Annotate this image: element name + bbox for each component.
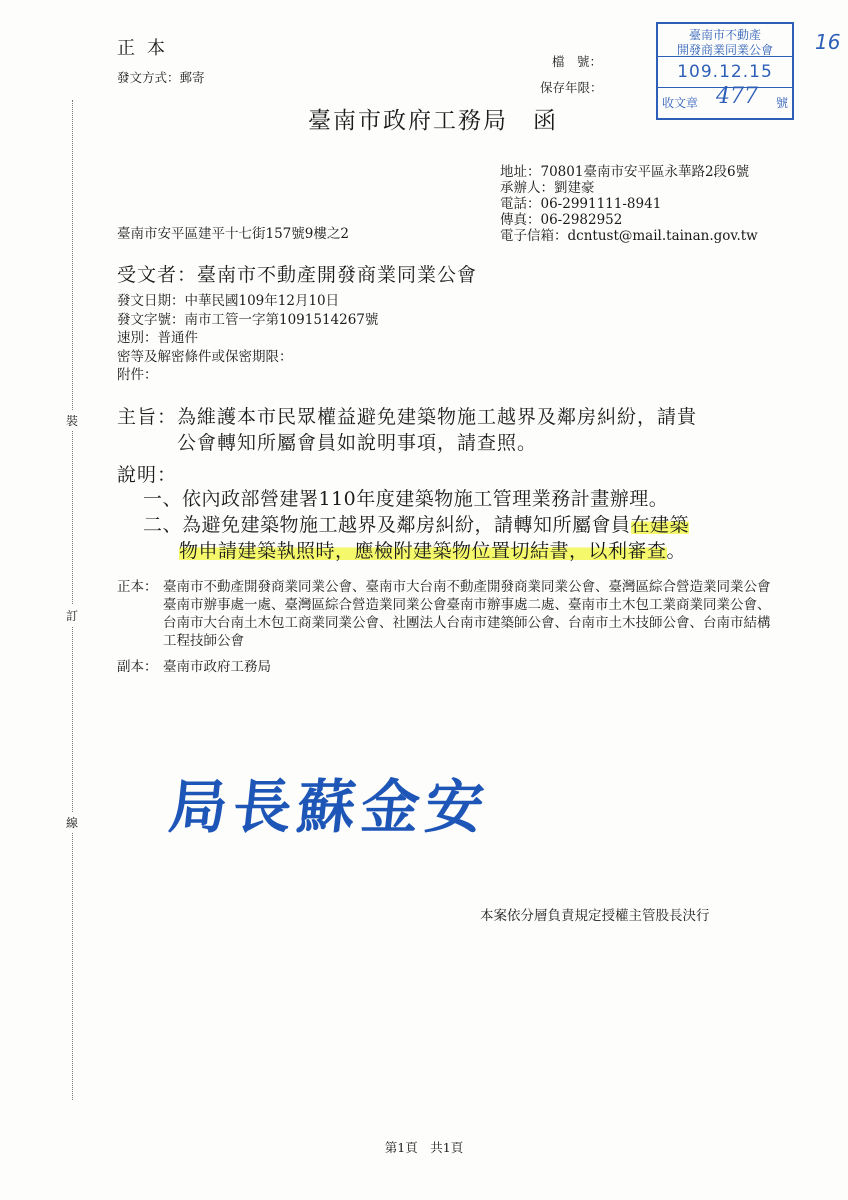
copy-recipients: 副本： 臺南市政府工務局 xyxy=(117,659,271,675)
binding-mark-xian: 線 xyxy=(66,812,78,833)
recipient-address: 臺南市安平區建平十七街157號9樓之2 xyxy=(117,226,349,242)
stamp-receipt-label: 收文章 xyxy=(662,96,699,110)
stamp-receipt-number xyxy=(658,84,792,118)
subject-line-2: 公會轉知所屬會員如說明事項，請查照。 xyxy=(177,432,538,454)
contact-handler: 承辦人：劉建豪 xyxy=(500,180,595,196)
copy-mark: 正本 xyxy=(117,38,177,59)
contact-block xyxy=(500,164,758,244)
contact-email: 電子信箱：dcntust@mail.tainan.gov.tw xyxy=(500,228,758,244)
director-signature: 局長蘇金安 xyxy=(165,773,494,841)
stamp-organization: 臺南市不動產 開發商業同業公會 xyxy=(658,24,792,57)
issue-date: 發文日期：中華民國109年12月10日 xyxy=(117,293,340,309)
highlighted-text: 物申請建築執照時，應檢附建築物位置切結書，以利審查 xyxy=(179,540,667,562)
subject xyxy=(117,404,697,456)
original-recipients: 正本： 臺南市不動產開發商業同業公會、臺南市大台南不動產開發商業同業公會、臺灣區綜合營造業同業公會臺南市辦事處一處、臺灣區綜合營造業同業公會臺南市辦事處二處、臺南市土木包工業商業同業公會、台南市大台南土木包工商業同業公會、社團法人台南市建築師公會、台南市土木技師公會、台南市結構工程技師公會 xyxy=(117,579,771,649)
retention-label: 保存年限： xyxy=(540,80,603,95)
receipt-stamp xyxy=(656,22,794,120)
binding-mark-zhuang: 裝 xyxy=(66,410,78,431)
stamp-handwritten-number: 477 xyxy=(716,84,758,109)
send-method: 發文方式：郵寄 xyxy=(117,70,205,85)
stamp-date: 109.12.15 xyxy=(658,57,792,88)
document-title: 臺南市政府工務局 函 xyxy=(308,108,558,134)
document-meta xyxy=(117,292,378,385)
binding-mark-ding: 訂 xyxy=(66,605,78,626)
binding-line xyxy=(72,100,73,1100)
contact-address: 地址：70801臺南市安平區永華路2段6號 xyxy=(500,164,750,180)
handwritten-note: 16 xyxy=(815,30,841,54)
contact-fax: 傳真：06-2982952 xyxy=(500,212,623,228)
contact-phone: 電話：06-2991111-8941 xyxy=(500,196,662,212)
explanation-item-1: 一、依內政部營建署110年度建築物施工管理業務計畫辦理。 xyxy=(143,488,669,510)
file-number-label: 檔 號： xyxy=(552,54,603,69)
recipient: 受文者：臺南市不動產開發商業同業公會 xyxy=(117,264,478,286)
explanation-heading: 說明： xyxy=(117,464,178,486)
document-number: 發文字號：南市工管一字第1091514267號 xyxy=(117,311,379,328)
subject-line-1: 主旨：為維護本市民眾權益避免建築物施工越界及鄰房糾紛，請貴 xyxy=(117,406,698,428)
attachments: 附件： xyxy=(117,367,158,383)
highlighted-text: 在建築 xyxy=(630,514,690,536)
explanation-item-2: 二、為避免建築物施工越界及鄰房糾紛，請轉知所屬會員在建築 物申請建築執照時，應檢附建築物位置切結書，以利審查。 xyxy=(143,514,690,562)
stamp-suffix: 號 xyxy=(775,96,788,110)
page-footer: 第1頁 共1頁 xyxy=(384,1140,464,1155)
speed-class: 速別：普通件 xyxy=(117,330,198,346)
authority-note: 本案依分層負責規定授權主管股長決行 xyxy=(480,908,710,924)
secrecy-level: 密等及解密條件或保密期限： xyxy=(117,348,293,365)
distribution-list xyxy=(117,578,777,676)
